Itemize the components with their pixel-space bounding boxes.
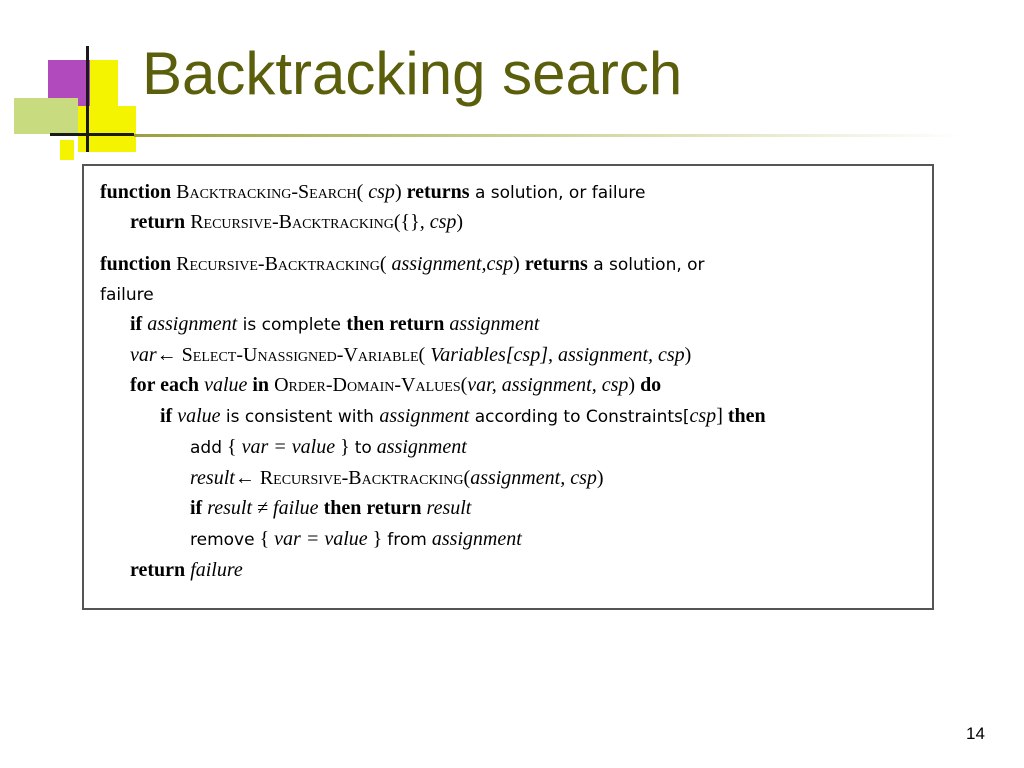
keyword-returns: returns: [524, 253, 588, 275]
variable: assignment: [431, 528, 522, 550]
keyword-if: if: [130, 313, 143, 335]
assign-arrow: ←: [156, 344, 177, 366]
keyword-return: return: [130, 211, 186, 233]
argument: Variables[csp], assignment, csp: [430, 344, 685, 366]
algo-line-7: [130, 373, 661, 397]
brace-close: }: [335, 436, 355, 458]
decor-yellow-square-small: [60, 140, 74, 160]
algo-line-6: [130, 343, 691, 367]
paren-close: ): [596, 467, 604, 489]
algo-line-10: [190, 466, 604, 490]
decor-green-square: [14, 98, 78, 134]
paren-close: ): [684, 344, 692, 366]
brace-close: }: [367, 528, 388, 550]
variable: var: [130, 344, 157, 366]
brace-open: {: [222, 436, 242, 458]
algo-line-2: [130, 210, 463, 234]
variable: result: [190, 467, 235, 489]
paren-close: ): [628, 374, 641, 396]
algo-line-5: [130, 312, 539, 337]
paren-open: (: [418, 344, 431, 366]
algo-line-4: [100, 282, 154, 307]
variable: csp: [689, 405, 717, 427]
keyword-then-return: then return: [323, 497, 422, 519]
variable: value: [177, 405, 221, 427]
argument: var, assignment, csp: [467, 374, 629, 396]
line-text: is complete: [237, 315, 347, 335]
algo-line-9: [190, 435, 467, 460]
keyword-then-return: then return: [346, 313, 445, 335]
variable: assignment: [147, 313, 238, 335]
variable: assignment: [449, 313, 540, 335]
paren-open: (: [463, 467, 471, 489]
expression: var = value: [241, 436, 336, 458]
paren-open: (: [460, 374, 468, 396]
algo-line-11: [190, 496, 471, 520]
bracket-close: ]: [716, 405, 728, 427]
line-text: a solution, or: [587, 255, 705, 275]
paren-close: ): [513, 253, 525, 275]
algo-line-13: [130, 558, 243, 582]
paren-open: ({}: [393, 211, 420, 233]
keyword-return: return: [130, 559, 186, 581]
variable: failure: [190, 559, 243, 581]
expression: result ≠ failue: [207, 497, 319, 519]
function-name: Recursive-Backtracking: [190, 211, 394, 233]
variable: assignment: [379, 405, 470, 427]
decor-yellow-square: [90, 60, 118, 108]
line-text: a solution, or failure: [469, 183, 646, 203]
argument: assignment, csp: [470, 467, 597, 489]
argument: , csp: [419, 211, 457, 233]
page-number: 14: [966, 724, 985, 743]
algorithm-box: [82, 164, 934, 610]
keyword-in: in: [252, 374, 270, 396]
algo-line-8: [160, 404, 766, 429]
variable: result: [426, 497, 472, 519]
function-name: Recursive-Backtracking: [176, 253, 380, 275]
decor-vertical-line: [86, 46, 89, 152]
keyword-for-each: for each: [130, 374, 200, 396]
variable: assignment: [376, 436, 467, 458]
keyword-if: if: [190, 497, 203, 519]
assign-arrow: ←: [234, 467, 255, 489]
word-remove: remove: [190, 530, 255, 550]
line-text: failure: [100, 285, 154, 305]
function-name: Recursive-Backtracking: [259, 467, 464, 489]
function-name: Select-Unassigned-Variable: [181, 344, 419, 366]
title-underline: [134, 134, 964, 137]
paren-close: ): [456, 211, 464, 233]
algo-line-3: [100, 252, 705, 277]
keyword-function: function: [100, 253, 172, 275]
keyword-then: then: [727, 405, 766, 427]
paren-open: (: [379, 253, 392, 275]
expression: var = value: [274, 528, 368, 550]
line-text: according to Constraints[: [469, 407, 690, 427]
word-from: from: [387, 530, 427, 550]
argument: csp: [368, 181, 395, 203]
keyword-do: do: [640, 374, 662, 396]
paren-open: (: [356, 181, 369, 203]
line-text: is consistent with: [220, 407, 380, 427]
keyword-returns: returns: [406, 181, 470, 203]
decor-horizontal-line: [50, 133, 134, 136]
keyword-if: if: [160, 405, 173, 427]
slide-title: Backtracking search: [142, 40, 683, 107]
argument: assignment,csp: [391, 253, 514, 275]
function-name: Order-Domain-Values: [274, 374, 461, 396]
word-to: to: [354, 438, 372, 458]
keyword-function: function: [100, 181, 172, 203]
brace-open: {: [254, 528, 275, 550]
algo-line-12: [190, 527, 522, 552]
paren-close: ): [394, 181, 407, 203]
variable: value: [204, 374, 248, 396]
word-add: add: [190, 438, 222, 458]
function-name: Backtracking-Search: [176, 181, 357, 203]
algo-line-1: [100, 180, 645, 205]
